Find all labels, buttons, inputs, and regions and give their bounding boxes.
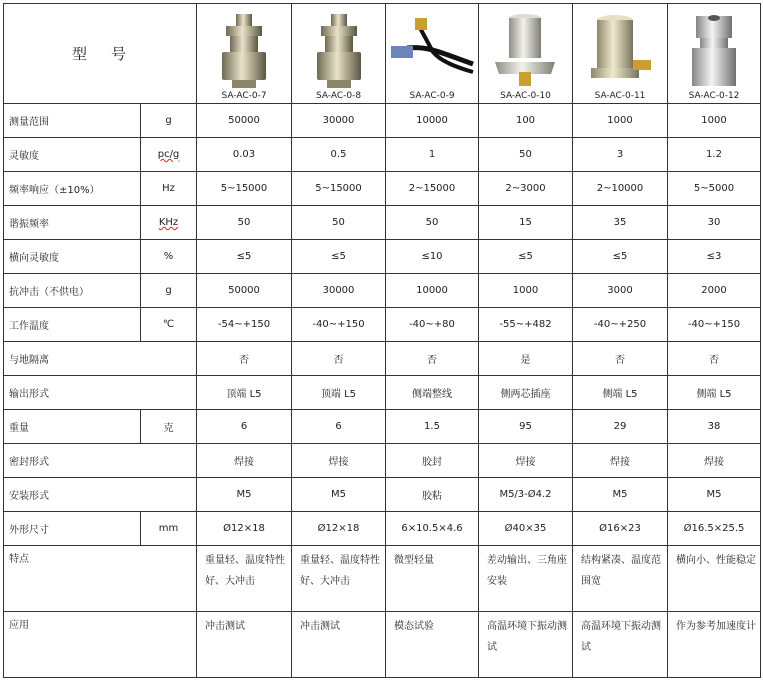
applications-row — [4, 612, 761, 678]
spec-row — [4, 172, 761, 206]
cell-value: ≤5 — [479, 240, 573, 274]
cell-value: 6 — [197, 410, 292, 444]
row-unit-text: KHz — [158, 217, 179, 228]
model-name-4: SA-AC-0-11 — [594, 91, 646, 101]
feature-cell: 重量轻、温度特性好、大冲击 — [292, 546, 386, 612]
feature-cell: 差动输出、三角座安装 — [479, 546, 573, 612]
cell-value: ≤5 — [573, 240, 668, 274]
row-label: 外形尺寸 — [4, 512, 141, 546]
cell-value: 1000 — [573, 104, 668, 138]
product-3 — [479, 4, 573, 104]
model-name-3: SA-AC-0-10 — [500, 91, 551, 101]
cell-value: 胶粘 — [386, 478, 479, 512]
cell-value: 焊接 — [668, 444, 761, 478]
cell-value: 是 — [479, 342, 573, 376]
cell-value: 100 — [479, 104, 573, 138]
cell-value: 侧端 L5 — [573, 376, 668, 410]
cell-value: 50 — [386, 206, 479, 240]
cell-value: -40~+150 — [292, 308, 386, 342]
sensor-image-5 — [684, 12, 744, 90]
cell-value: 50 — [479, 138, 573, 172]
cell-value: 15 — [479, 206, 573, 240]
cell-value: 1000 — [668, 104, 761, 138]
cell-value: 10000 — [386, 274, 479, 308]
product-5 — [668, 4, 761, 104]
cell-value: 否 — [668, 342, 761, 376]
application-cell: 冲击测试 — [197, 612, 292, 678]
spec-table — [3, 3, 761, 678]
spec-row — [4, 376, 761, 410]
cell-value: -40~+250 — [573, 308, 668, 342]
spec-row — [4, 444, 761, 478]
cell-value: 30000 — [292, 104, 386, 138]
feature-cell: 重量轻、温度特性好、大冲击 — [197, 546, 292, 612]
row-unit: 克 — [141, 410, 197, 444]
cell-value: 0.5 — [292, 138, 386, 172]
spec-row — [4, 138, 761, 172]
cell-value: 2~10000 — [573, 172, 668, 206]
application-cell: 高温环境下振动测试 — [573, 612, 668, 678]
row-unit-text: pc/g — [157, 149, 180, 160]
cell-value: 侧端 L5 — [668, 376, 761, 410]
cell-value: M5/3-Ø4.2 — [479, 478, 573, 512]
cell-value: 6 — [292, 410, 386, 444]
cell-value: 1 — [386, 138, 479, 172]
row-label: 谐振频率 — [4, 206, 141, 240]
spec-row — [4, 512, 761, 546]
row-label: 重量 — [4, 410, 141, 444]
cell-value: 焊接 — [197, 444, 292, 478]
model-name-5: SA-AC-0-12 — [688, 91, 740, 101]
spec-row — [4, 240, 761, 274]
cell-value: 焊接 — [573, 444, 668, 478]
cell-value: 胶封 — [386, 444, 479, 478]
product-4 — [573, 4, 668, 104]
row-label: 横向灵敏度 — [4, 240, 141, 274]
row-label: 抗冲击（不供电） — [4, 274, 141, 308]
cell-value: 侧两芯插座 — [479, 376, 573, 410]
row-label: 工作温度 — [4, 308, 141, 342]
row-label: 测量范围 — [4, 104, 141, 138]
cell-value: M5 — [292, 478, 386, 512]
cell-value: 1.5 — [386, 410, 479, 444]
row-label: 输出形式 — [4, 376, 197, 410]
sensor-image-2 — [389, 12, 475, 90]
row-label: 频率响应（±10%） — [4, 172, 141, 206]
row-label: 安装形式 — [4, 478, 197, 512]
model-name-2: SA-AC-0-9 — [409, 91, 455, 101]
row-label: 密封形式 — [4, 444, 197, 478]
cell-value: -40~+80 — [386, 308, 479, 342]
cell-value: Ø12×18 — [197, 512, 292, 546]
model-title: 型 号 — [4, 4, 197, 104]
cell-value: -40~+150 — [668, 308, 761, 342]
cell-value: 顶端 L5 — [292, 376, 386, 410]
application-cell: 冲击测试 — [292, 612, 386, 678]
sensor-image-4 — [585, 12, 655, 90]
row-unit: Hz — [141, 172, 197, 206]
application-cell: 高温环境下振动测试 — [479, 612, 573, 678]
product-2 — [386, 4, 479, 104]
cell-value: Ø12×18 — [292, 512, 386, 546]
cell-value: 5~15000 — [292, 172, 386, 206]
row-unit: g — [141, 104, 197, 138]
cell-value: 30 — [668, 206, 761, 240]
row-unit — [141, 206, 197, 240]
cell-value: 6×10.5×4.6 — [386, 512, 479, 546]
row-unit: ℃ — [141, 308, 197, 342]
feature-cell: 横向小、性能稳定 — [668, 546, 761, 612]
spec-row — [4, 274, 761, 308]
cell-value: M5 — [668, 478, 761, 512]
sensor-image-1 — [311, 12, 367, 90]
spec-row — [4, 308, 761, 342]
feature-cell: 微型轻量 — [386, 546, 479, 612]
model-name-1: SA-AC-0-8 — [315, 91, 362, 101]
cell-value: ≤10 — [386, 240, 479, 274]
cell-value: 否 — [573, 342, 668, 376]
feature-cell: 结构紧凑、温度范围宽 — [573, 546, 668, 612]
sensor-image-3 — [491, 12, 561, 90]
applications-label: 应用 — [4, 612, 197, 678]
cell-value: 0.03 — [197, 138, 292, 172]
cell-value: 3000 — [573, 274, 668, 308]
cell-value: 5~5000 — [668, 172, 761, 206]
cell-value: ≤3 — [668, 240, 761, 274]
row-label: 与地隔离 — [4, 342, 197, 376]
cell-value: ≤5 — [197, 240, 292, 274]
product-0 — [197, 4, 292, 104]
cell-value: M5 — [573, 478, 668, 512]
cell-value: ≤5 — [292, 240, 386, 274]
cell-value: M5 — [197, 478, 292, 512]
cell-value: Ø40×35 — [479, 512, 573, 546]
cell-value: 1.2 — [668, 138, 761, 172]
cell-value: 顶端 L5 — [197, 376, 292, 410]
cell-value: -55~+482 — [479, 308, 573, 342]
application-cell: 作为参考加速度计 — [668, 612, 761, 678]
cell-value: 否 — [386, 342, 479, 376]
cell-value: Ø16.5×25.5 — [668, 512, 761, 546]
features-row — [4, 546, 761, 612]
row-unit: mm — [141, 512, 197, 546]
application-cell: 模态试验 — [386, 612, 479, 678]
cell-value: -54~+150 — [197, 308, 292, 342]
spec-row — [4, 342, 761, 376]
product-1 — [292, 4, 386, 104]
cell-value: 侧端整线 — [386, 376, 479, 410]
cell-value: 50 — [292, 206, 386, 240]
cell-value: 2000 — [668, 274, 761, 308]
row-label: 灵敏度 — [4, 138, 141, 172]
cell-value: 29 — [573, 410, 668, 444]
header-row — [4, 4, 761, 104]
cell-value: 焊接 — [292, 444, 386, 478]
cell-value: 50000 — [197, 104, 292, 138]
cell-value: 2~15000 — [386, 172, 479, 206]
row-unit — [141, 138, 197, 172]
cell-value: 95 — [479, 410, 573, 444]
cell-value: Ø16×23 — [573, 512, 668, 546]
cell-value: 否 — [292, 342, 386, 376]
cell-value: 50 — [197, 206, 292, 240]
cell-value: 50000 — [197, 274, 292, 308]
model-name-0: SA-AC-0-7 — [221, 91, 267, 101]
cell-value: 5~15000 — [197, 172, 292, 206]
spec-row — [4, 104, 761, 138]
row-unit: % — [141, 240, 197, 274]
features-label: 特点 — [4, 546, 197, 612]
cell-value: 38 — [668, 410, 761, 444]
row-unit: g — [141, 274, 197, 308]
sensor-image-0 — [216, 12, 272, 90]
cell-value: 35 — [573, 206, 668, 240]
cell-value: 1000 — [479, 274, 573, 308]
cell-value: 10000 — [386, 104, 479, 138]
cell-value: 否 — [197, 342, 292, 376]
cell-value: 焊接 — [479, 444, 573, 478]
spec-row — [4, 478, 761, 512]
cell-value: 30000 — [292, 274, 386, 308]
spec-row — [4, 410, 761, 444]
cell-value: 3 — [573, 138, 668, 172]
cell-value: 2~3000 — [479, 172, 573, 206]
spec-row — [4, 206, 761, 240]
